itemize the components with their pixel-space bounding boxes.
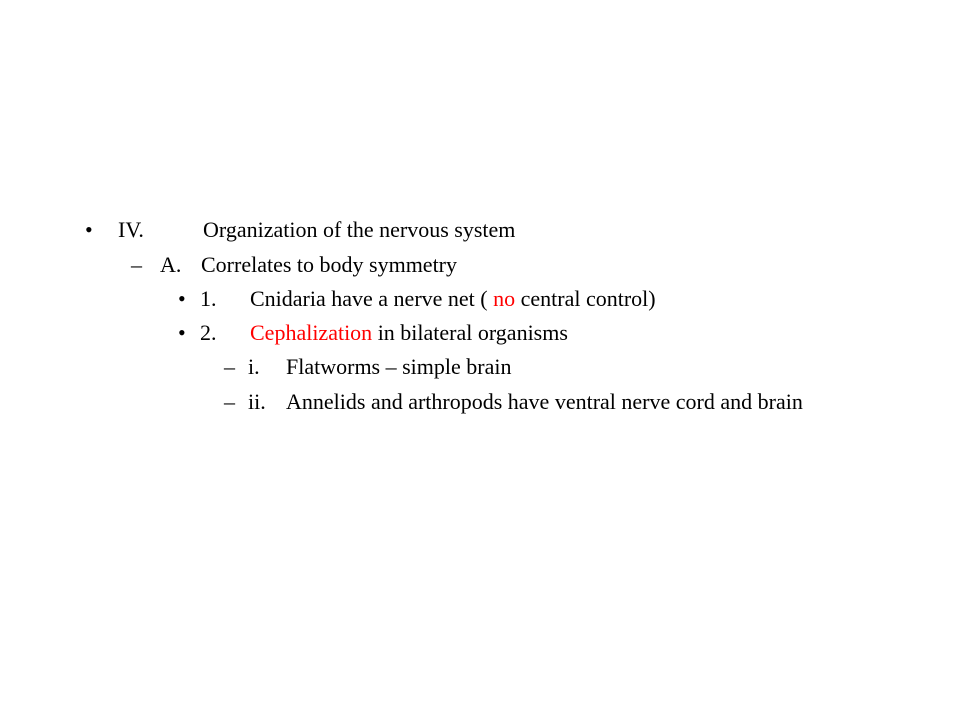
item-text: Annelids and arthropods have ventral nerve cord and brain <box>286 389 803 414</box>
item-text <box>250 284 656 314</box>
bullet-marker: • <box>178 286 186 311</box>
item-text: Organization of the nervous system <box>203 217 516 242</box>
bullet-marker: • <box>178 320 186 345</box>
outline-item-2 <box>0 318 960 348</box>
outline-item-a <box>0 250 960 280</box>
dash-marker: – <box>131 252 142 277</box>
item-number: 2. <box>200 320 217 345</box>
highlighted-word: no <box>493 286 516 311</box>
dash-marker: – <box>224 354 235 379</box>
item-text <box>250 318 568 348</box>
item-number: A. <box>160 252 182 277</box>
item-text: Flatworms – simple brain <box>286 354 512 379</box>
highlighted-word: Cephalization <box>250 320 373 345</box>
outline-item-ii <box>0 387 960 417</box>
bullet-marker: • <box>85 217 93 242</box>
item-number: IV. <box>118 217 144 242</box>
item-text: Correlates to body symmetry <box>201 252 458 277</box>
item-number: ii. <box>248 389 266 414</box>
text-after: in bilateral organisms <box>372 320 568 345</box>
item-number: i. <box>248 354 260 379</box>
outline-item-iv <box>0 215 960 245</box>
dash-marker: – <box>224 389 235 414</box>
outline-item-i <box>0 352 960 382</box>
item-number: 1. <box>200 286 217 311</box>
outline-item-1 <box>0 284 960 314</box>
text-before: Cnidaria have a nerve net ( <box>250 286 494 311</box>
text-after: central control) <box>515 286 656 311</box>
